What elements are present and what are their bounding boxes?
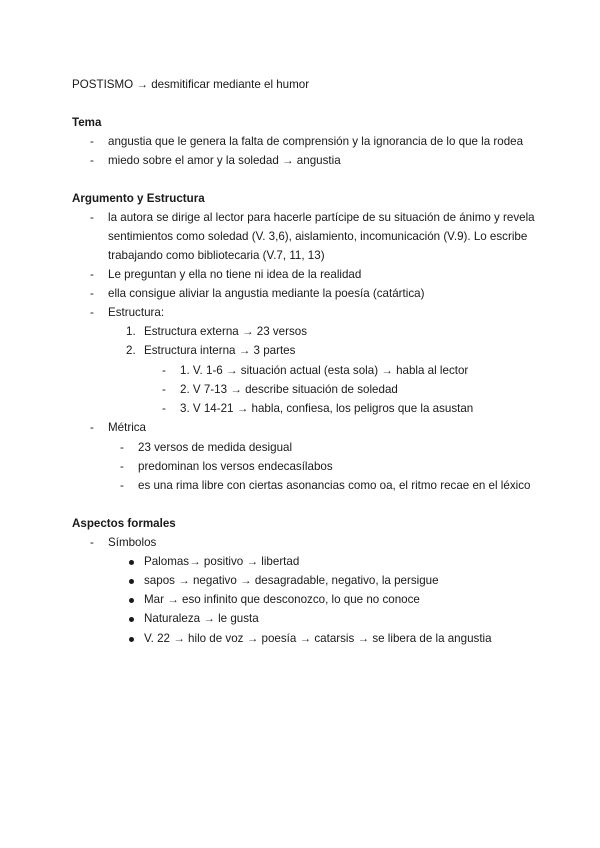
simbolos-label: Símbolos (108, 536, 157, 549)
part-item: 1. V. 1-6 → situación actual (esta sola) → habla al lector (180, 364, 469, 377)
metrica-item: es una rima libre con ciertas asonancias como oa, el ritmo recae en el léxico (138, 479, 531, 492)
tema-item: miedo sobre el amor y la soledad → angustia (108, 154, 341, 167)
tema-heading: Tema (72, 116, 102, 129)
part-item: 3. V 14-21 → habla, confiesa, los peligros que la asustan (180, 402, 474, 415)
dash-marker: - (162, 364, 166, 377)
dash-marker: - (90, 287, 94, 300)
dash-marker: - (162, 402, 166, 415)
simbolo-item: Naturaleza → le gusta (144, 612, 259, 625)
dash-marker: - (90, 536, 94, 549)
bullet-icon (129, 617, 134, 622)
argumento-item-line: sentimientos como soledad (V. 3,6), aislamiento, incomunicación (V.9). Lo escribe (108, 230, 528, 243)
simbolo-item: Mar → eso infinito que desconozco, lo que no conoce (144, 593, 420, 606)
dash-marker: - (90, 211, 94, 224)
simbolo-item: V. 22 → hilo de voz → poesía → catarsis → se libera de la angustia (144, 632, 492, 645)
aspectos-heading: Aspectos formales (72, 517, 176, 530)
metrica-item: predominan los versos endecasílabos (138, 460, 333, 473)
bullet-icon (129, 637, 134, 642)
dash-marker: - (90, 421, 94, 434)
argumento-heading: Argumento y Estructura (72, 192, 205, 205)
estructura-label: Estructura: (108, 306, 165, 319)
tema-item: angustia que le genera la falta de comprensión y la ignorancia de lo que la rodea (108, 135, 524, 148)
bullet-icon (129, 560, 134, 565)
dash-marker: - (120, 460, 124, 473)
numbered-marker: 2. (126, 344, 136, 357)
dash-marker: - (90, 306, 94, 319)
simbolo-item: sapos → negativo → desagradable, negativo, la persigue (144, 574, 439, 587)
simbolo-item: Palomas→ positivo → libertad (144, 555, 300, 568)
bullet-icon (129, 579, 134, 584)
dash-marker: - (90, 135, 94, 148)
argumento-item: ella consigue aliviar la angustia mediante la poesía (catártica) (108, 287, 425, 300)
dash-marker: - (90, 268, 94, 281)
argumento-item: Le preguntan y ella no tiene ni idea de la realidad (108, 268, 362, 281)
intro-line: POSTISMO → desmitificar mediante el humor (72, 78, 310, 91)
dash-marker: - (120, 479, 124, 492)
numbered-item: Estructura externa → 23 versos (144, 325, 308, 338)
metrica-label: Métrica (108, 421, 147, 434)
argumento-item-line: la autora se dirige al lector para hacerle partícipe de su situación de ánimo y revela (108, 211, 535, 224)
argumento-item-line: trabajando como bibliotecaria (V.7, 11, 13) (108, 249, 325, 262)
dash-marker: - (162, 383, 166, 396)
metrica-item: 23 versos de medida desigual (138, 441, 293, 454)
part-item: 2. V 7-13 → describe situación de soledad (180, 383, 398, 396)
numbered-marker: 1. (126, 325, 136, 338)
dash-marker: - (120, 441, 124, 454)
numbered-item: Estructura interna → 3 partes (144, 344, 296, 357)
dash-marker: - (90, 154, 94, 167)
bullet-icon (129, 598, 134, 603)
